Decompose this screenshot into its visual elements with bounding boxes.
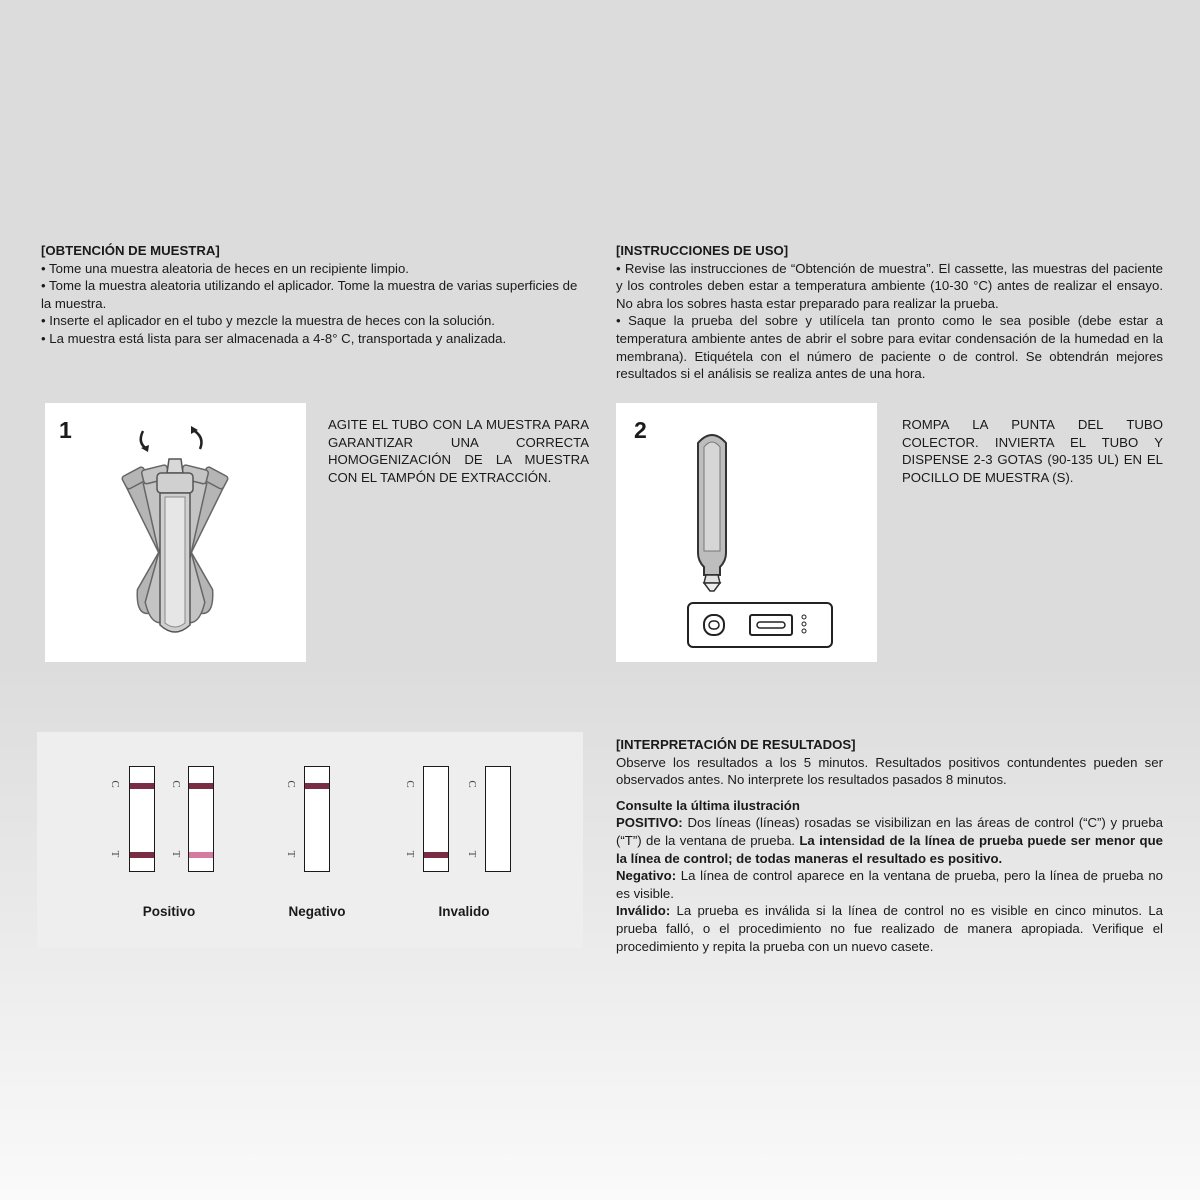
- sample-item: • Inserte el aplicador en el tubo y mezcle la muestra de heces con la solución.: [41, 313, 495, 329]
- negative-term: Negativo:: [616, 868, 677, 884]
- positive-strip-strong: [129, 766, 155, 872]
- positive-text: Dos líneas (líneas) rosadas se visibilizan en las áreas de control (“C”) y prueba (“T”) de la ventana de prueba.: [616, 815, 1163, 848]
- sample-item: • Tome la muestra aleatoria utilizando el aplicador. Tome la muestra de varias superficies de la muestra.: [41, 278, 578, 311]
- interpretation-section: [616, 736, 1163, 955]
- usage-item: • Saque la prueba del sobre y utilícela tan pronto como le sea posible (debe estar a temperatura ambiente antes de abrir el sobre para evitar condensación de la humedad en la membrana). Etiquétela con el número de paciente o de control. Se obtendrán mejores resultados si el análisis se realiza antes de una hora.: [616, 313, 1163, 382]
- usage-item: • Revise las instrucciones de “Obtención de muestra”. El cassette, las muestras del paciente y los controles deben estar a temperatura ambiente (10-30 °C) antes de realizar el ensayo. No abra los sobres hasta estar preparado para realizar la prueba.: [616, 260, 1163, 311]
- positive-description: [616, 814, 1163, 867]
- negative-description: [616, 867, 1163, 902]
- control-letter: C: [404, 780, 416, 788]
- step1-number: 1: [59, 417, 72, 443]
- invalid-strip-empty: [485, 766, 511, 872]
- sample-item: • La muestra está lista para ser almacenada a 4-8° C, transportada y analizada.: [41, 330, 507, 346]
- test-band: [130, 852, 154, 858]
- positive-strip-faint: [188, 766, 214, 872]
- results-figure-panel: [37, 732, 583, 948]
- sample-section: [41, 242, 589, 348]
- negative-label: Negativo: [288, 904, 346, 919]
- step1-text: AGITE EL TUBO CON LA MUESTRA PARA GARANTIZAR UNA CORRECTA HOMOGENIZACIÓN DE LA MUESTRA CON EL TAMPÓN DE EXTRACCIÓN.: [328, 417, 589, 485]
- test-letter: T: [285, 850, 297, 858]
- step2-illustration-panel: [616, 403, 877, 662]
- dispense-drops-icon: [616, 403, 877, 662]
- control-letter: C: [170, 780, 182, 788]
- step1-illustration-panel: [45, 403, 306, 662]
- control-letter: C: [109, 780, 121, 788]
- positive-label: Positivo: [142, 904, 196, 919]
- interpretation-heading: [INTERPRETACIÓN DE RESULTADOS]: [616, 737, 856, 752]
- control-band: [189, 783, 213, 789]
- interpretation-intro: Observe los resultados a los 5 minutos. Resultados positivos contundentes pueden ser observados antes. No interprete los resultados pasados 8 minutos.: [616, 754, 1163, 788]
- negative-strip: [304, 766, 330, 872]
- control-letter: C: [466, 780, 478, 788]
- positive-emphasis: La intensidad de la línea de prueba puede ser menor que la línea de control; de todas maneras el resultado es positivo.: [616, 832, 1163, 866]
- invalid-text: La prueba es inválida si la línea de control no es visible en cinco minutos. La prueba falló, o el procedimiento no fue realizado de manera apropiada. Verifique el procedimiento y repita la prueba con un nuevo casete.: [616, 903, 1163, 954]
- test-letter: T: [109, 850, 121, 858]
- positive-term: POSITIVO:: [616, 815, 683, 831]
- invalid-description: [616, 902, 1163, 955]
- test-band: [424, 852, 448, 858]
- sample-item: • Tome una muestra aleatoria de heces en un recipiente limpio.: [41, 260, 409, 276]
- usage-section: [616, 242, 1163, 383]
- control-band: [305, 783, 329, 789]
- control-band: [130, 783, 154, 789]
- invalid-strip-test-only: [423, 766, 449, 872]
- faint-test-band: [189, 852, 213, 858]
- test-letter: T: [466, 850, 478, 858]
- invalid-term: Inválido:: [616, 903, 671, 919]
- control-letter: C: [285, 780, 297, 788]
- negative-text: La línea de control aparece en la ventana de prueba, pero la línea de prueba no es visible.: [616, 868, 1163, 901]
- step2-text: ROMPA LA PUNTA DEL TUBO COLECTOR. INVIERTA EL TUBO Y DISPENSE 2-3 GOTAS (90-135 UL) EN EL POCILLO DE MUESTRA (S).: [902, 417, 1163, 485]
- shake-tube-icon: [45, 403, 306, 662]
- test-letter: T: [170, 850, 182, 858]
- usage-heading: [INSTRUCCIONES DE USO]: [616, 243, 789, 258]
- interpretation-subtitle: Consulte la última ilustración: [616, 797, 800, 813]
- test-letter: T: [404, 850, 416, 858]
- invalid-label: Invalido: [438, 904, 490, 919]
- sample-heading: [OBTENCIÓN DE MUESTRA]: [41, 243, 220, 258]
- step2-number: 2: [634, 417, 647, 443]
